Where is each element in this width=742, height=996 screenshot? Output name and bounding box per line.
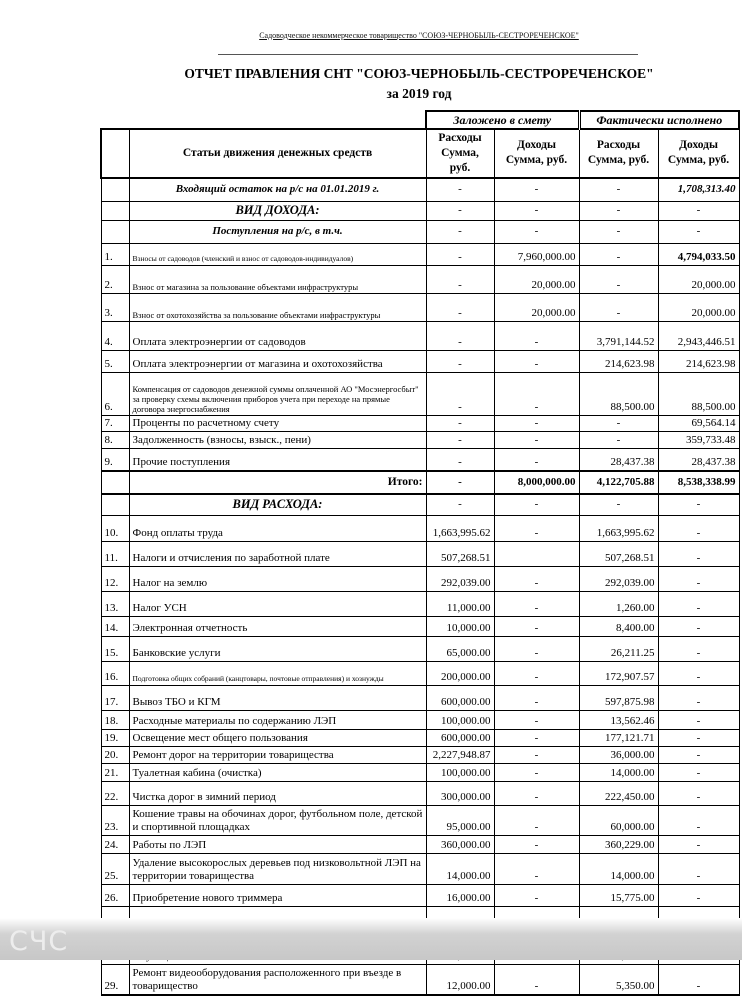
row-label: Ремонт дорог на территории товарищества bbox=[129, 746, 426, 763]
value-cell: - bbox=[494, 964, 579, 995]
value-cell: 88,500.00 bbox=[579, 372, 658, 415]
table-row-2 bbox=[101, 265, 739, 293]
value-cell: - bbox=[579, 220, 658, 243]
row-label: Задолженность (взносы, взыск., пени) bbox=[129, 431, 426, 448]
value-cell: 10,000.00 bbox=[426, 616, 494, 636]
value-cell: - bbox=[494, 448, 579, 471]
row-number: 11. bbox=[101, 541, 129, 566]
value-cell: - bbox=[494, 746, 579, 763]
value-cell: 8,538,338.99 bbox=[658, 471, 739, 494]
value-cell: - bbox=[658, 964, 739, 995]
bottom-gradient-band bbox=[0, 918, 742, 960]
value-cell: 1,663,995.62 bbox=[426, 515, 494, 541]
value-cell: - bbox=[426, 415, 494, 431]
table-row-22 bbox=[101, 781, 739, 805]
value-cell: 14,000.00 bbox=[579, 763, 658, 781]
row-label: Приобретение нового триммера bbox=[129, 884, 426, 906]
value-cell: - bbox=[494, 515, 579, 541]
value-cell: - bbox=[658, 729, 739, 746]
table-row-11 bbox=[101, 541, 739, 566]
value-cell: 597,875.98 bbox=[579, 685, 658, 710]
row-number: 24. bbox=[101, 835, 129, 853]
value-cell: 1,663,995.62 bbox=[579, 515, 658, 541]
value-cell: 20,000.00 bbox=[658, 265, 739, 293]
row-number: 19. bbox=[101, 729, 129, 746]
table-row-15 bbox=[101, 636, 739, 661]
header-spacer bbox=[101, 111, 426, 129]
row-label: Вывоз ТБО и КГМ bbox=[129, 685, 426, 710]
value-cell: 600,000.00 bbox=[426, 729, 494, 746]
value-cell: - bbox=[658, 636, 739, 661]
table-row bbox=[101, 220, 739, 243]
value-cell: 360,000.00 bbox=[426, 835, 494, 853]
group-header-row bbox=[101, 111, 739, 129]
row-number: 10. bbox=[101, 515, 129, 541]
value-cell: - bbox=[494, 201, 579, 220]
value-cell: 65,000.00 bbox=[426, 636, 494, 661]
row-number: 18. bbox=[101, 710, 129, 729]
row-label: Кошение травы на обочинах дорог, футбольном поле, детской и спортивной площадках bbox=[129, 805, 426, 835]
value-cell: - bbox=[658, 835, 739, 853]
row-number: 7. bbox=[101, 415, 129, 431]
value-cell: - bbox=[579, 201, 658, 220]
row-number: 17. bbox=[101, 685, 129, 710]
row-label: Налог УСН bbox=[129, 591, 426, 616]
row-number: 21. bbox=[101, 763, 129, 781]
table-row-6 bbox=[101, 372, 739, 415]
row-label: Прочие поступления bbox=[129, 448, 426, 471]
table-row-16 bbox=[101, 661, 739, 685]
row-label: Налог на землю bbox=[129, 566, 426, 591]
value-cell: - bbox=[579, 293, 658, 321]
value-cell: 95,000.00 bbox=[426, 805, 494, 835]
report-title: ОТЧЕТ ПРАВЛЕНИЯ СНТ "СОЮЗ-ЧЕРНОБЫЛЬ-СЕСТРОРЕЧЕНСКОЕ" bbox=[184, 66, 654, 81]
value-cell: 214,623.98 bbox=[658, 350, 739, 372]
table-row bbox=[101, 471, 739, 494]
value-cell: - bbox=[658, 685, 739, 710]
value-cell: - bbox=[494, 591, 579, 616]
row-number bbox=[101, 178, 129, 202]
row-label: Туалетная кабина (очистка) bbox=[129, 763, 426, 781]
row-number bbox=[101, 471, 129, 494]
table-row-18 bbox=[101, 710, 739, 729]
header-rule bbox=[218, 54, 638, 55]
value-cell: - bbox=[426, 220, 494, 243]
table-row-29 bbox=[101, 964, 739, 995]
table-row-17 bbox=[101, 685, 739, 710]
row-number bbox=[101, 494, 129, 516]
row-label: Налоги и отчисления по заработной плате bbox=[129, 541, 426, 566]
value-cell: - bbox=[426, 350, 494, 372]
row-label: Удаление высокорослых деревьев под низковольтной ЛЭП на территории товарищества bbox=[129, 853, 426, 884]
value-cell: 4,794,033.50 bbox=[658, 243, 739, 265]
header-line: Сумма, руб. bbox=[505, 154, 568, 167]
row-label: Работы по ЛЭП bbox=[129, 835, 426, 853]
header-line: Сумма, руб. bbox=[587, 154, 650, 167]
table-row-25 bbox=[101, 853, 739, 884]
value-cell: - bbox=[658, 201, 739, 220]
table-row-8 bbox=[101, 431, 739, 448]
value-cell: 26,211.25 bbox=[579, 636, 658, 661]
header-line: Доходы bbox=[517, 139, 556, 152]
value-cell: - bbox=[494, 431, 579, 448]
row-number: 16. bbox=[101, 661, 129, 685]
row-number: 9. bbox=[101, 448, 129, 471]
value-cell: 292,039.00 bbox=[426, 566, 494, 591]
row-number: 5. bbox=[101, 350, 129, 372]
row-label: Подготовка общих собраний (канцтовары, почтовые отправления) и хознужды bbox=[129, 661, 426, 685]
value-cell: 8,000,000.00 bbox=[494, 471, 579, 494]
row-number: 23. bbox=[101, 805, 129, 835]
value-cell: - bbox=[494, 729, 579, 746]
value-cell: 20,000.00 bbox=[494, 293, 579, 321]
header-line: Доходы bbox=[679, 139, 718, 152]
row-number: 3. bbox=[101, 293, 129, 321]
value-cell: - bbox=[579, 243, 658, 265]
value-cell: - bbox=[579, 494, 658, 516]
table-row bbox=[101, 201, 739, 220]
row-label: ВИД ДОХОДА: bbox=[129, 201, 426, 220]
header-actual-income bbox=[658, 129, 739, 178]
value-cell: - bbox=[494, 566, 579, 591]
value-cell: - bbox=[658, 494, 739, 516]
row-label: Фонд оплаты труда bbox=[129, 515, 426, 541]
value-cell bbox=[494, 541, 579, 566]
header-number-cell bbox=[101, 129, 129, 178]
value-cell: 16,000.00 bbox=[426, 884, 494, 906]
value-cell: 292,039.00 bbox=[579, 566, 658, 591]
value-cell: - bbox=[658, 781, 739, 805]
value-cell: 507,268.51 bbox=[426, 541, 494, 566]
value-cell: - bbox=[494, 853, 579, 884]
table-row-24 bbox=[101, 835, 739, 853]
value-cell: 5,350.00 bbox=[579, 964, 658, 995]
row-label: Оплата электроэнергии от магазина и охотохозяйства bbox=[129, 350, 426, 372]
row-label: Освещение мест общего пользования bbox=[129, 729, 426, 746]
value-cell: - bbox=[494, 220, 579, 243]
row-label: Расходные материалы по содержанию ЛЭП bbox=[129, 710, 426, 729]
value-cell: - bbox=[494, 372, 579, 415]
value-cell: 600,000.00 bbox=[426, 685, 494, 710]
value-cell: - bbox=[658, 710, 739, 729]
value-cell: - bbox=[426, 293, 494, 321]
value-cell: 172,907.57 bbox=[579, 661, 658, 685]
row-number: 2. bbox=[101, 265, 129, 293]
value-cell: 177,121.71 bbox=[579, 729, 658, 746]
value-cell: - bbox=[494, 763, 579, 781]
table-row-19 bbox=[101, 729, 739, 746]
row-label: Взнос от охотохозяйства за пользование объектами инфраструктуры bbox=[129, 293, 426, 321]
value-cell: - bbox=[494, 415, 579, 431]
table-row-21 bbox=[101, 763, 739, 781]
value-cell: - bbox=[658, 805, 739, 835]
value-cell: 222,450.00 bbox=[579, 781, 658, 805]
header-actual-expenses bbox=[579, 129, 658, 178]
report-table bbox=[100, 110, 740, 996]
value-cell: 100,000.00 bbox=[426, 763, 494, 781]
value-cell: - bbox=[494, 178, 579, 202]
table-row-14 bbox=[101, 616, 739, 636]
value-cell: - bbox=[494, 781, 579, 805]
table-row-26 bbox=[101, 884, 739, 906]
value-cell: 360,229.00 bbox=[579, 835, 658, 853]
table-row-5 bbox=[101, 350, 739, 372]
row-label: Банковские услуги bbox=[129, 636, 426, 661]
value-cell: - bbox=[579, 415, 658, 431]
value-cell: 4,122,705.88 bbox=[579, 471, 658, 494]
value-cell: - bbox=[658, 884, 739, 906]
row-number: 20. bbox=[101, 746, 129, 763]
group-header-executed: Фактически исполнено bbox=[579, 111, 739, 129]
value-cell: 20,000.00 bbox=[658, 293, 739, 321]
report-year: за 2019 год bbox=[386, 86, 452, 101]
value-cell: - bbox=[494, 884, 579, 906]
table-row bbox=[101, 178, 739, 202]
value-cell: - bbox=[426, 321, 494, 350]
row-label: Входящий остаток на р/с на 01.01.2019 г. bbox=[129, 178, 426, 202]
row-number: 1. bbox=[101, 243, 129, 265]
value-cell: - bbox=[426, 471, 494, 494]
row-label: Взносы от садоводов (членский и взнос от садоводов-индивидуалов) bbox=[129, 243, 426, 265]
value-cell: - bbox=[658, 220, 739, 243]
value-cell: - bbox=[494, 494, 579, 516]
value-cell: - bbox=[658, 763, 739, 781]
row-number: 6. bbox=[101, 372, 129, 415]
value-cell: 2,227,948.87 bbox=[426, 746, 494, 763]
value-cell: - bbox=[658, 566, 739, 591]
value-cell: 1,708,313.40 bbox=[658, 178, 739, 202]
value-cell: - bbox=[658, 515, 739, 541]
row-number: 12. bbox=[101, 566, 129, 591]
row-number: 29. bbox=[101, 964, 129, 995]
value-cell: 3,791,144.52 bbox=[579, 321, 658, 350]
value-cell: - bbox=[658, 616, 739, 636]
header-items-cell: Статьи движения денежных средств bbox=[129, 129, 426, 178]
row-number: 8. bbox=[101, 431, 129, 448]
value-cell: - bbox=[494, 835, 579, 853]
value-cell: - bbox=[494, 321, 579, 350]
value-cell: 14,000.00 bbox=[426, 853, 494, 884]
value-cell: 15,775.00 bbox=[579, 884, 658, 906]
value-cell: - bbox=[426, 265, 494, 293]
value-cell: - bbox=[658, 853, 739, 884]
value-cell: - bbox=[426, 494, 494, 516]
table-row-4 bbox=[101, 321, 739, 350]
value-cell: - bbox=[579, 178, 658, 202]
header-line: Расходы bbox=[596, 139, 641, 152]
value-cell: - bbox=[579, 265, 658, 293]
value-cell: 359,733.48 bbox=[658, 431, 739, 448]
header-line: Сумма, руб. bbox=[667, 154, 730, 167]
table-row-12 bbox=[101, 566, 739, 591]
row-number: 13. bbox=[101, 591, 129, 616]
row-label: Итого: bbox=[129, 471, 426, 494]
header-budget-income bbox=[494, 129, 579, 178]
value-cell: - bbox=[494, 710, 579, 729]
table-row-23 bbox=[101, 805, 739, 835]
value-cell: - bbox=[658, 541, 739, 566]
table-row bbox=[101, 494, 739, 516]
row-number: 26. bbox=[101, 884, 129, 906]
value-cell: 100,000.00 bbox=[426, 710, 494, 729]
table-row-10 bbox=[101, 515, 739, 541]
value-cell: - bbox=[658, 746, 739, 763]
value-cell: - bbox=[426, 431, 494, 448]
value-cell: 13,562.46 bbox=[579, 710, 658, 729]
org-name: Садоводческое некоммерческое товарищество "СОЮЗ-ЧЕРНОБЫЛЬ-СЕСТРОРЕЧЕНСКОЕ" bbox=[259, 31, 579, 40]
value-cell: 2,943,446.51 bbox=[658, 321, 739, 350]
row-number bbox=[101, 201, 129, 220]
row-label: Ремонт видеооборудования расположенного при въезде в товарищество bbox=[129, 964, 426, 995]
value-cell: - bbox=[579, 431, 658, 448]
table-row-9 bbox=[101, 448, 739, 471]
value-cell: 69,564.14 bbox=[658, 415, 739, 431]
table-row-7 bbox=[101, 415, 739, 431]
value-cell: 60,000.00 bbox=[579, 805, 658, 835]
value-cell: 14,000.00 bbox=[579, 853, 658, 884]
row-label: Компенсация от садоводов денежной суммы оплаченной АО "Мосэнергосбыт" за проверку схемы включения приборов учета при переходе на прямые договора энергоснабжения bbox=[129, 372, 426, 415]
row-number: 22. bbox=[101, 781, 129, 805]
table-row-13 bbox=[101, 591, 739, 616]
value-cell: 28,437.38 bbox=[658, 448, 739, 471]
table-row-3 bbox=[101, 293, 739, 321]
header-line: Расходы bbox=[438, 132, 482, 144]
value-cell: - bbox=[494, 350, 579, 372]
value-cell: - bbox=[426, 243, 494, 265]
row-number: 15. bbox=[101, 636, 129, 661]
value-cell: 8,400.00 bbox=[579, 616, 658, 636]
table-row-1 bbox=[101, 243, 739, 265]
header-budget-expenses bbox=[426, 129, 494, 178]
value-cell: - bbox=[426, 201, 494, 220]
row-number bbox=[101, 220, 129, 243]
row-number: 4. bbox=[101, 321, 129, 350]
row-label: Проценты по расчетному счету bbox=[129, 415, 426, 431]
value-cell: 507,268.51 bbox=[579, 541, 658, 566]
row-label: Поступления на р/с, в т.ч. bbox=[129, 220, 426, 243]
value-cell: - bbox=[494, 805, 579, 835]
group-header-budgeted: Заложено в смету bbox=[426, 111, 579, 129]
row-label: Оплата электроэнергии от садоводов bbox=[129, 321, 426, 350]
column-header-row bbox=[101, 129, 739, 178]
watermark-text: СЧС bbox=[9, 926, 69, 957]
row-label: ВИД РАСХОДА: bbox=[129, 494, 426, 516]
value-cell: - bbox=[426, 448, 494, 471]
value-cell: 36,000.00 bbox=[579, 746, 658, 763]
value-cell: - bbox=[426, 372, 494, 415]
row-label: Электронная отчетность bbox=[129, 616, 426, 636]
value-cell: 88,500.00 bbox=[658, 372, 739, 415]
value-cell: 28,437.38 bbox=[579, 448, 658, 471]
value-cell: - bbox=[658, 591, 739, 616]
table-row-20 bbox=[101, 746, 739, 763]
row-number: 14. bbox=[101, 616, 129, 636]
value-cell: 300,000.00 bbox=[426, 781, 494, 805]
value-cell: 12,000.00 bbox=[426, 964, 494, 995]
value-cell: - bbox=[658, 661, 739, 685]
value-cell: - bbox=[494, 685, 579, 710]
row-label: Взнос от магазина за пользование объектами инфраструктуры bbox=[129, 265, 426, 293]
value-cell: - bbox=[494, 616, 579, 636]
row-number: 25. bbox=[101, 853, 129, 884]
value-cell: 1,260.00 bbox=[579, 591, 658, 616]
value-cell: 11,000.00 bbox=[426, 591, 494, 616]
value-cell: 214,623.98 bbox=[579, 350, 658, 372]
value-cell: 7,960,000.00 bbox=[494, 243, 579, 265]
value-cell: - bbox=[494, 636, 579, 661]
value-cell: - bbox=[494, 661, 579, 685]
row-label: Чистка дорог в зимний период bbox=[129, 781, 426, 805]
header-line: Сумма, руб. bbox=[441, 146, 479, 174]
value-cell: - bbox=[426, 178, 494, 202]
value-cell: 20,000.00 bbox=[494, 265, 579, 293]
value-cell: 200,000.00 bbox=[426, 661, 494, 685]
